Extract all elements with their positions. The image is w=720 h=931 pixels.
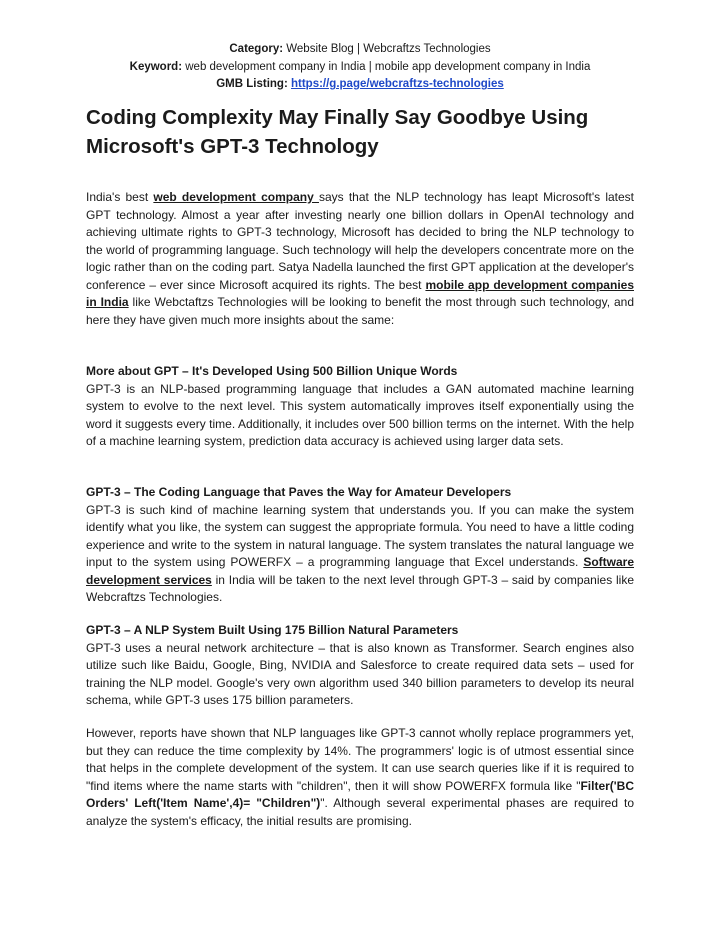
section-parameters-heading: GPT-3 – A NLP System Built Using 175 Billion Natural Parameters bbox=[86, 623, 459, 637]
section-amateur-developers-text-1: GPT-3 is such kind of machine learning system that understands you. If you can make the system identify what you like, the system can suggest the appropriate formula. You need to have a little coding experience and write to the system in natural language. The system translates the natural language we input to the system using POWERFX – a programming language that Excel understands. bbox=[86, 502, 634, 569]
title-line-1: Coding Complexity May Finally Say Goodbye Using bbox=[86, 106, 589, 129]
section-amateur-developers-text-2: in India will be taken to the next level through GPT-3 – said by companies like Webcraftzs Technologies. bbox=[86, 572, 634, 604]
section-parameters-body: GPT-3 uses a neural network architecture – that is also known as Transformer. Search engines also utilize such like Baidu, Google, Bing, NVIDIA and Salesforce to create required data sets – used for training the NLP model. Google's very own algorithm used 340 billion parameters to develop its neural schema, while GPT-3 uses 175 billion parameters. bbox=[86, 640, 634, 707]
article-title bbox=[86, 103, 634, 161]
section-amateur-developers bbox=[86, 484, 634, 607]
intro-text-3: like Webctaftzs Technologies will be looking to benefit the most through such technology, and here they have given much more insights about the same: bbox=[86, 295, 635, 327]
closing-paragraph bbox=[86, 725, 634, 830]
closing-text-2: ". Although several experimental phases are required to analyze the system's efficacy, the initial results are promising. bbox=[86, 796, 634, 828]
section-gpt-words-heading: More about GPT – It's Developed Using 500 Billion Unique Words bbox=[86, 364, 458, 378]
intro-text-2: says that the NLP technology has leapt Microsoft's latest GPT technology. Almost a year after investing nearly one billion dollars in OpenAI technology and achieving ultimate rights to GPT-3 technology, Microsoft has decided to bring the NLP technology to the world of programming language. Such technology will help the developers concentrate more on the logic rather than on the coding part. Satya Nadella launched the first GPT application at the developer's conference – ever since Microsoft acquired its rights. The best bbox=[86, 190, 634, 292]
web-development-company-link[interactable]: web development company bbox=[153, 190, 319, 204]
mobile-app-development-link[interactable]: mobile app development companies in India bbox=[86, 277, 634, 309]
gmb-line bbox=[86, 75, 634, 93]
gmb-label: GMB Listing: bbox=[216, 78, 288, 90]
section-gpt-words-body: GPT-3 is an NLP-based programming language that includes a GAN automated machine learning system to evolve to the next level. This system automatically improves itself exponentially using the word it suggests every time. Additionally, it includes over 500 billion terms on the internet. With the help of a machine learning system, prediction data accuracy is achieved using larger data sets. bbox=[86, 381, 634, 448]
gmb-link[interactable]: https://g.page/webcraftzs-technologies bbox=[290, 78, 504, 90]
section-gpt-words bbox=[86, 363, 634, 451]
software-development-services-link[interactable]: Software development services bbox=[86, 555, 634, 587]
intro-paragraph bbox=[86, 189, 634, 329]
powerfx-formula: Filter('BC Orders' Left('Item Name',4)= "Children") bbox=[86, 778, 634, 810]
section-amateur-developers-heading: GPT-3 – The Coding Language that Paves the Way for Amateur Developers bbox=[86, 485, 512, 499]
title-line-2: Microsoft's GPT-3 Technology bbox=[86, 135, 379, 158]
intro-text-1: India's best bbox=[86, 190, 154, 204]
category-value: Website Blog | Webcraftzs Technologies bbox=[286, 43, 491, 55]
keyword-line bbox=[86, 58, 634, 76]
keyword-label: Keyword: bbox=[129, 61, 183, 73]
closing-text-1: However, reports have shown that NLP languages like GPT-3 cannot wholly replace programmers yet, but they can reduce the time complexity by 14%. The programmers' logic is of utmost essential since that helps in the complete development of the system. It can use search queries like if it is required to "find items where the name starts with "children", then it will show POWERFX formula like " bbox=[86, 726, 634, 793]
section-parameters bbox=[86, 622, 634, 710]
category-label: Category: bbox=[229, 43, 284, 55]
keyword-value: web development company in India | mobile app development company in India bbox=[185, 61, 591, 73]
category-line bbox=[86, 40, 634, 58]
